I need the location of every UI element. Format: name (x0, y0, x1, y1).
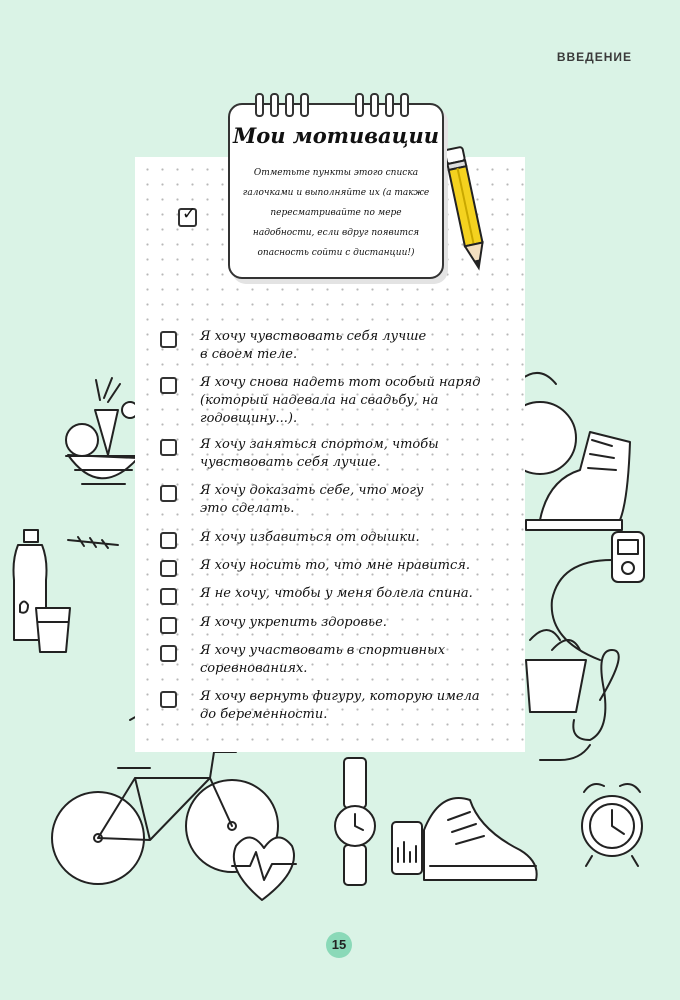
mp3-player-icon (612, 532, 644, 582)
checkbox[interactable] (160, 588, 177, 605)
wheat-icon (68, 537, 118, 548)
notebook-title: Мои мотивации (232, 123, 440, 148)
checklist-item-text: Я хочу участвовать в спортивных соревнованиях. (200, 643, 446, 676)
checkbox[interactable] (160, 560, 177, 577)
sneaker-icon (424, 798, 537, 880)
spiral-ring-icon (400, 93, 409, 117)
alarm-clock-icon (582, 784, 642, 866)
checklist-item-text: Я хочу вернуть фигуру, которую имела до беременности. (200, 689, 480, 722)
checklist-item-text: Я хочу носить то, что мне нравится. (200, 558, 471, 573)
earphone-icon (540, 745, 590, 760)
notebook-card (228, 103, 444, 279)
checklist-item-text: Я хочу заняться спортом, чтобы чувствовать себя лучше. (200, 437, 439, 470)
checklist-item-text: Я хочу укрепить здоровье. (200, 615, 387, 630)
glass-icon (36, 608, 70, 652)
checkbox[interactable] (160, 532, 177, 549)
checklist-item-text: Я хочу доказать себе, что могу это сделать. (200, 483, 424, 516)
checkbox[interactable] (160, 331, 177, 348)
greens-icon (530, 630, 580, 650)
section-title: ВВЕДЕНИЕ (556, 50, 632, 64)
page-number: 15 (326, 932, 352, 958)
wristwatch-icon (335, 758, 375, 885)
pencil-icon (447, 141, 487, 276)
checkbox[interactable] (160, 377, 177, 394)
checkbox[interactable] (160, 617, 177, 634)
spiral-ring-icon (385, 93, 394, 117)
spiral-ring-icon (255, 93, 264, 117)
spiral-ring-icon (370, 93, 379, 117)
checklist-item-text: Я не хочу, чтобы у меня болела спина. (200, 586, 473, 601)
checklist-item-text: Я хочу избавиться от одышки. (200, 530, 420, 545)
spiral-ring-icon (285, 93, 294, 117)
checklist-item-text: Я хочу чувствовать себя лучше в своем теле. (200, 329, 427, 362)
checkbox[interactable] (160, 645, 177, 662)
music-player-icon (392, 822, 422, 874)
checklist-item-text: Я хочу снова надеть тот особый наряд (который надевала на свадьбу, на годовщину...). (200, 375, 481, 426)
heart-icon (234, 837, 294, 900)
checkbox[interactable] (160, 439, 177, 456)
notebook-instructions: Отметьте пункты этого списка галочками и выполняйте их (а также пересматривайте по мере надобности, если вдруг появится опасность сойти с дистанции!) (242, 168, 430, 258)
grocery-basket-icon (526, 660, 586, 712)
checked-checkbox-icon: ✓ (178, 208, 197, 227)
spiral-ring-icon (300, 93, 309, 117)
checkbox[interactable] (160, 691, 177, 708)
spiral-ring-icon (270, 93, 279, 117)
checkbox[interactable] (160, 485, 177, 502)
earphone-cable-icon (552, 560, 612, 660)
spiral-ring-icon (355, 93, 364, 117)
vegetable-basket-icon (66, 378, 140, 484)
